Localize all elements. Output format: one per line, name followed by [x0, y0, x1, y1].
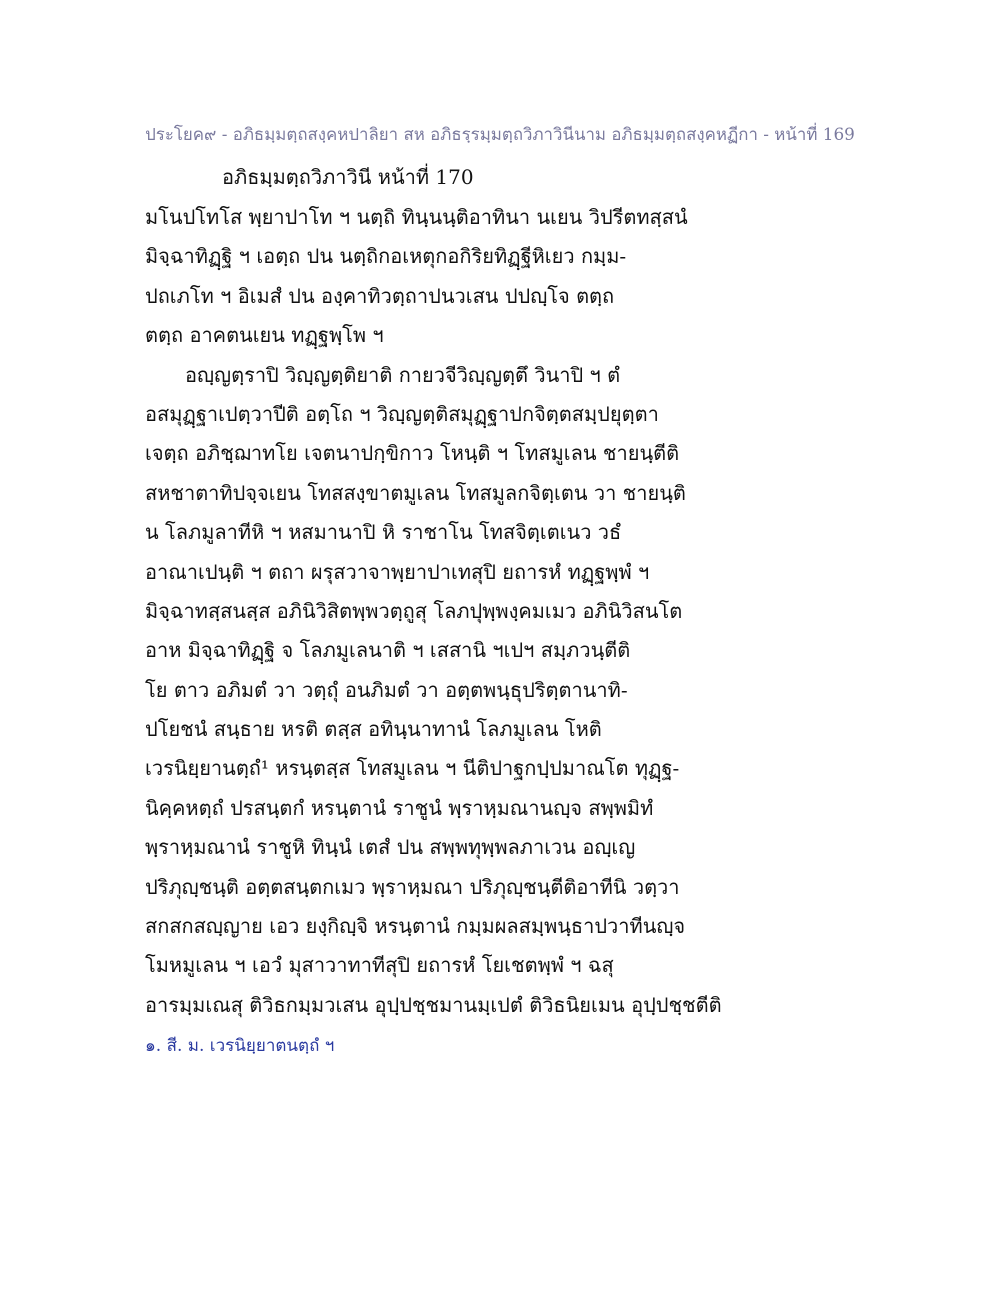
text-line: พฺราหฺมณานํ ราชูหิ ทินฺนํ เตสํ ปน สพฺพทุพฺพลภาเวน อญฺเญ [145, 835, 636, 860]
text-line: มโนปโทโส พฺยาปาโท ฯ นตฺถิ ทินฺนนฺติอาทินา นเยน วิปรีตทสฺสนํ [145, 205, 688, 229]
text-line: มิจฺฉาทสฺสนสฺส อภินิวิสิตพฺพวตฺถูสุ โลภปุพฺพงฺคมเมว อภินิวิสนโต [145, 598, 683, 623]
text-line: มิจฺฉาทิฏฺฐิ ฯ เอตฺถ ปน นตฺถิกอเหตุกอกิริยทิฏฺฐีหิเยว กมฺม- [145, 244, 627, 269]
text-line: ปริภุญฺชนฺติ อตฺตสนฺตกเมว พฺราหฺมณา ปริภุญฺชนฺตีติอาทีนิ วตฺวา [145, 874, 680, 899]
page-heading: อภิธมฺมตฺถวิภาวินี หน้าที่ 170 [222, 165, 474, 189]
text-line: สหชาตาทิปจฺจเยน โทสสงฺขาตมูเลน โทสมูลกจิตฺเตน วา ชายนฺติ [145, 480, 686, 505]
text-line: น โลภมูลาทีหิ ฯ หสมานาปิ หิ ราชาโน โทสจิตฺเตเนว วธํ [145, 520, 622, 545]
text-line: อารมฺมเณสุ ติวิธกมฺมวเสน อุปฺปชฺชมานมฺเปตํ ติวิธนิยเมน อุปฺปชฺชตีติ [145, 992, 722, 1017]
text-line: อสมุฏฺฐาเปตฺวาปีติ อตฺโถ ฯ วิญฺญตฺติสมุฏฺฐาปกจิตฺตสมฺปยุตฺตา [145, 401, 659, 426]
text-line: นิคฺคหตฺถํ ปรสนฺตกํ หรนฺตานํ ราชูนํ พฺราหฺมณานญฺจ สพฺพมิทํ [145, 795, 654, 820]
text-line: อญฺญตฺราปิ วิญฺญตฺติยาติ กายวจีวิญฺญตฺตึ วินาปิ ฯ ตํ [185, 362, 621, 387]
body-text [145, 198, 845, 1025]
text-line: เจตฺถ อภิชฺฌาทโย เจตนาปกฺขิกาว โหนฺติ ฯ โทสมูเลน ชายนฺตีติ [145, 441, 680, 466]
text-line: อาห มิจฺฉาทิฏฺฐิ จ โลภมูเลนาติ ฯ เสสานิ ฯเปฯ สมฺภวนฺตีติ [145, 638, 631, 663]
text-line: โมหมูเลน ฯ เอวํ มุสาวาทาทีสุปิ ยถารหํ โยเชตพฺพํ ฯ ฉสุ [145, 953, 614, 978]
text-line: ตตฺถ อาคตนเยน ทฏฺฐพฺโพ ฯ [145, 323, 384, 348]
text-line: เวรนิยฺยานตฺถํ¹ หรนฺตสฺส โทสมูเลน ฯ นีติปาฐกปฺปมาณโต ทุฏฺฐ- [145, 756, 680, 781]
footnote: ๑. สี. ม. เวรนิยฺยาตนตฺถํ ฯ [145, 1036, 335, 1056]
text-line: โย ตาว อภิมตํ วา วตฺถุํ อนภิมตํ วา อตฺตพนฺธุปริตฺตานาทิ- [145, 677, 628, 702]
text-line: ปถเภโท ฯ อิเมสํ ปน องฺคาทิวตฺถาปนวเสน ปปญฺโจ ตตฺถ [145, 283, 615, 308]
running-header: ประโยค๙ - อภิธมฺมตฺถสงฺคหปาลิยา สห อภิธรฺรมฺมตฺถวิภาวินีนาม อภิธมฺมตฺถสงฺคหฏีกา - หน้าที่ 169 [145, 124, 855, 144]
text-line: อาณาเปนฺติ ฯ ตถา ผรุสวาจาพฺยาปาเทสุปิ ยถารหํ ทฏฺฐพฺพํ ฯ [145, 559, 650, 584]
text-line: ปโยชนํ สนฺธาย หรติ ตสฺส อทินฺนาทานํ โลภมูเลน โหติ [145, 717, 602, 742]
text-line: สกสกสญฺญาย เอว ยงฺกิญฺจิ หรนฺตานํ กมฺมผลสมฺพนฺธาปวาทีนญฺจ [145, 914, 686, 939]
